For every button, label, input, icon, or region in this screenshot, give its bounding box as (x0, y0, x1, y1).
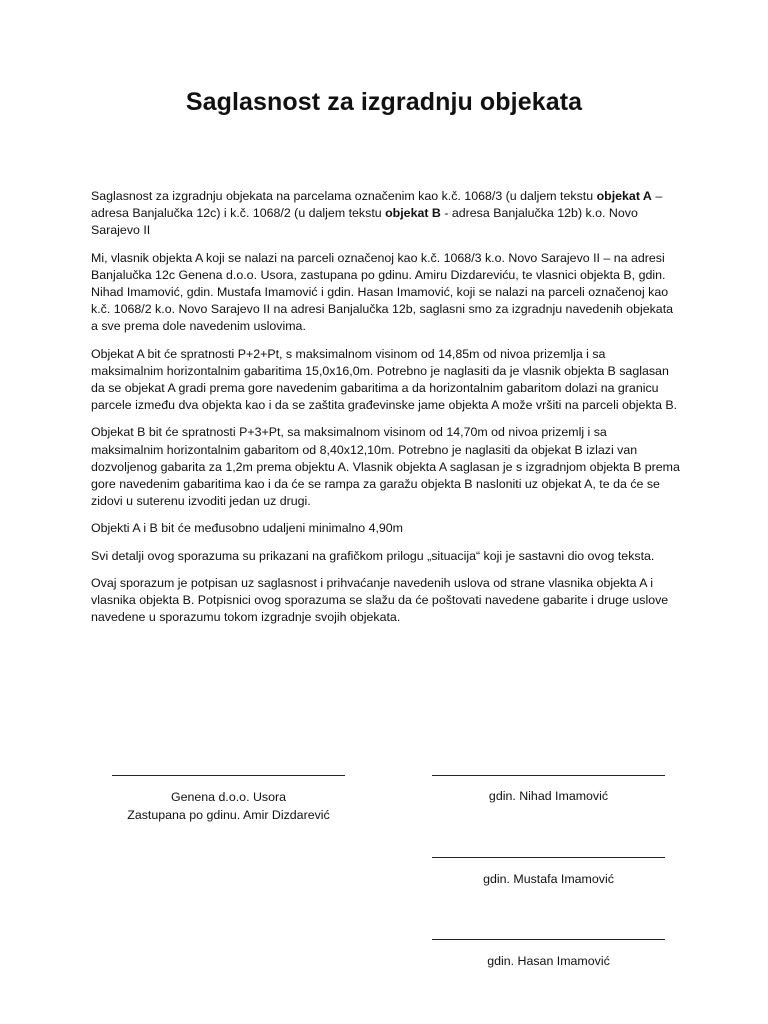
details-paragraph: Svi detalji ovog sporazuma su prikazani na grafičkom prilogu „situacija“ koji je sastavni dio ovog teksta. (91, 548, 655, 563)
signature-right-hasan: gdin. Hasan Imamović (487, 954, 610, 968)
intro-text-2: – adresa Banjalučka 12c) i k.č. 1068/2 (u daljem tekstu (91, 189, 663, 221)
signature-line-left (112, 775, 345, 776)
intro-bold-object-b: objekat B (385, 206, 441, 221)
object-a-paragraph: Objekat A bit će spratnosti P+2+Pt, s maksimalnom visinom od 14,85m od nivoa prizemlja i sa maksimalnim horizontalnim gabaritima 15,0x16,0m. Potrebno je naglasiti da je vlasnik objekta B saglasan da se objekat A gradi prema gore navedenim gabaritima a da horizontalnim gabaritom dolazi na granicu parcele između dva objekta kao i da se zaštita građevinske jame objekta A može vršiti na parceli objekta B. (91, 346, 678, 413)
intro-text-3: - adresa Banjalučka 12b) k.o. Novo Sarajevo II (91, 206, 638, 238)
document-title: Saglasnost za izgradnju objekata (185, 88, 583, 116)
signature-right-nihad: gdin. Nihad Imamović (488, 789, 609, 803)
intro-bold-object-a: objekat A (596, 189, 652, 203)
agreement-paragraph: Ovaj sporazum je potpisan uz saglasnost i prihvaćanje navedenih uslova od strane vlasnika objekta A i vlasnika objekta B. Potpisnici ovog sporazuma se slažu da će poštovati navedene gabarite i druge uslove navedene u sporazumu tokom izgradnje svojih objekata. (91, 575, 669, 625)
distance-paragraph: Objekti A i B bit će međusobno udaljeni minimalno 4,90m (91, 521, 404, 536)
object-b-paragraph: Objekat B bit će spratnosti P+3+Pt, sa maksimalnom visinom od 14,70m od nivoa prizemlj i sa maksimalnim horizontalnim gabaritom od 8,40x12,10m. Potrebno je naglasiti da objekat B izlazi van dozvoljenog gabarita za 1,2m prema objektu A. Vlasnik objekta A saglasan je s izgradnjom objekta B prema gore navedenim gabaritima kao i da će se rampa za garažu objekta B nasloniti uz objekat A, te da će se zidovi u suterenu izvoditi jedan uz drugi. (91, 425, 680, 509)
signature-right-mustafa: gdin. Mustafa Imamović (483, 872, 614, 886)
signature-left-company: Genena d.o.o. Usora (170, 790, 287, 804)
signature-line-right-3 (432, 939, 665, 940)
signature-left-representative: Zastupana po gdinu. Amir Dizdarević (127, 808, 330, 822)
intro-text-1: Saglasnost za izgradnju objekata na parcelama označenim kao k.č. 1068/3 (u daljem tekstu (91, 189, 597, 203)
signature-line-right-1 (432, 775, 665, 776)
document-body (91, 188, 681, 636)
intro-paragraph (91, 188, 681, 240)
signature-line-right-2 (432, 857, 665, 858)
owners-paragraph: Mi, vlasnik objekta A koji se nalazi na parceli označenoj kao k.č. 1068/3 k.o. Novo Sarajevo II – na adresi Banjalučka 12c Genena d.o.o. Usora, zastupana po gdinu. Amiru Dizdareviću, te vlasnici objekta B, gdin. Nihad Imamović, gdin. Mustafa Imamović i gdin. Hasan Imamović, koji se nalazi na parceli označenoj kao k.č. 1068/2 k.o. Novo Sarajevo II na adresi Banjalučka 12b, saglasni smo za izgradnju navedenih objekata a sve prema dole navedenim uslovima. (91, 250, 674, 334)
